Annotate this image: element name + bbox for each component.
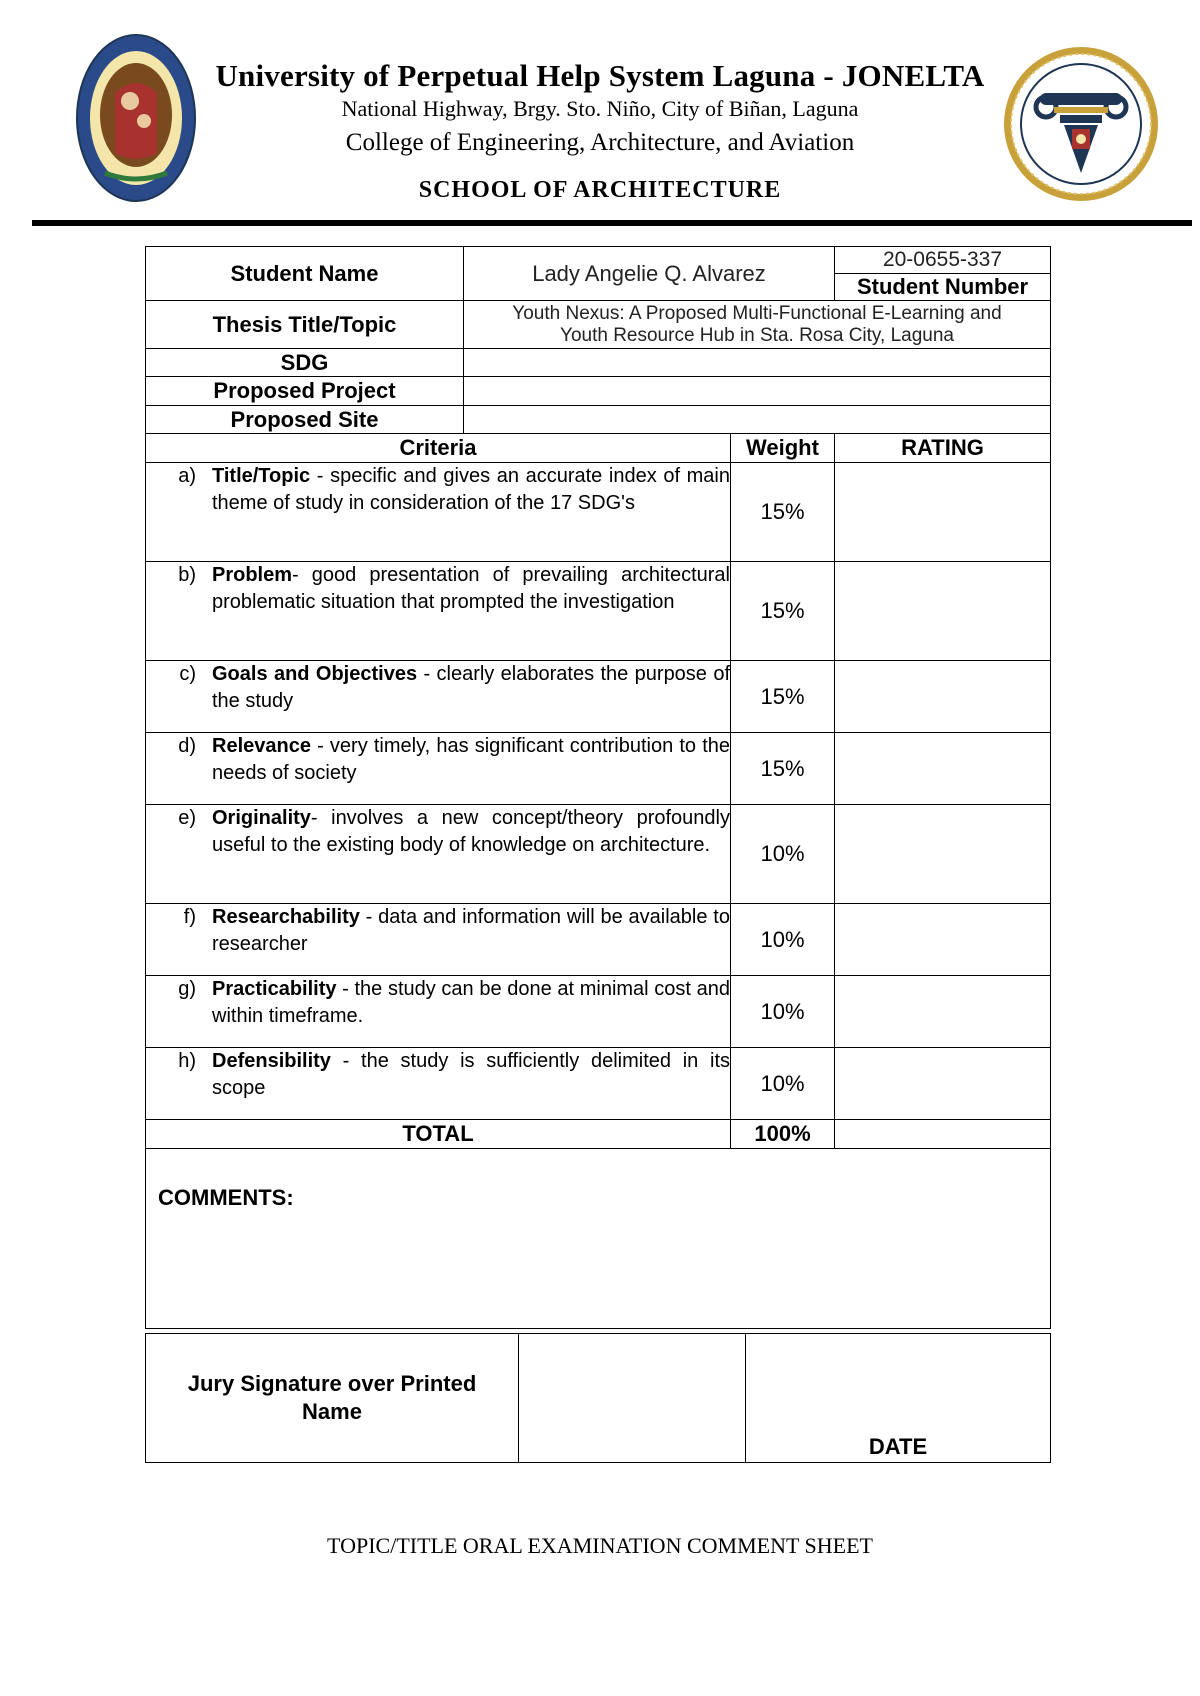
proposed-site-label: Proposed Site xyxy=(146,406,464,434)
thesis-title-line-2: Youth Resource Hub in Sta. Rosa City, Laguna xyxy=(560,324,954,346)
criterion-title: Defensibility xyxy=(212,1050,331,1072)
university-name: University of Perpetual Help System Laguna - JONELTA xyxy=(215,58,985,93)
thesis-title-line-1: Youth Nexus: A Proposed Multi-Functional E-Learning and xyxy=(512,302,1002,324)
proposed-site-field[interactable] xyxy=(464,406,1051,434)
criterion-desc: - the study can be done at minimal cost and within timeframe. xyxy=(212,978,730,1027)
criterion-title: Researchability xyxy=(212,906,360,928)
comments-label: COMMENTS: xyxy=(158,1185,294,1210)
criterion-rating-field[interactable] xyxy=(835,1048,1051,1120)
university-address: National Highway, Brgy. Sto. Niño, City of Biñan, Laguna xyxy=(341,96,859,121)
criterion-rating-field[interactable] xyxy=(835,463,1051,562)
comments-box[interactable] xyxy=(146,1149,1051,1329)
criterion-desc: - data and information will be available to researcher xyxy=(212,906,730,955)
criterion-weight: 10% xyxy=(731,904,835,976)
criterion-relevance xyxy=(146,733,731,805)
criterion-letter: h) xyxy=(178,1050,196,1072)
criterion-title: Relevance xyxy=(212,735,311,757)
header-divider xyxy=(32,220,1192,226)
criterion-desc: - the study is sufficiently delimited in its scope xyxy=(212,1050,730,1099)
criterion-title: Goals and Objectives xyxy=(212,663,418,685)
criterion-weight: 15% xyxy=(731,463,835,562)
criterion-rating-field[interactable] xyxy=(835,733,1051,805)
criterion-rating-field[interactable] xyxy=(835,562,1051,661)
criterion-problem xyxy=(146,562,731,661)
criterion-weight: 15% xyxy=(731,661,835,733)
jury-label-line-1: Jury Signature over Printed xyxy=(187,1371,477,1396)
criterion-title: Title/Topic xyxy=(212,465,311,487)
criterion-title-topic xyxy=(146,463,731,562)
total-weight: 100% xyxy=(731,1120,835,1149)
criterion-rating-field[interactable] xyxy=(835,976,1051,1048)
total-label: TOTAL xyxy=(146,1120,731,1149)
criterion-letter: d) xyxy=(178,735,196,757)
criterion-letter: a) xyxy=(178,465,196,487)
criterion-title: Practicability xyxy=(212,978,337,1000)
weight-header: Weight xyxy=(731,434,835,463)
criterion-title: Originality xyxy=(212,807,311,829)
student-number-label: Student Number xyxy=(835,274,1051,301)
architecture-column-emblem-icon xyxy=(1002,45,1160,203)
criterion-weight: 10% xyxy=(731,1048,835,1120)
school-name: SCHOOL OF ARCHITECTURE xyxy=(418,177,782,203)
thesis-title-field[interactable] xyxy=(464,301,1051,349)
criterion-goals-objectives xyxy=(146,661,731,733)
criterion-rating-field[interactable] xyxy=(835,661,1051,733)
criterion-letter: f) xyxy=(183,906,196,928)
criterion-weight: 15% xyxy=(731,562,835,661)
criterion-desc: - involves a new concept/theory profoundly useful to the existing body of knowledge on architecture. xyxy=(212,807,730,856)
criterion-desc: - very timely, has significant contribution to the needs of society xyxy=(212,735,730,784)
jury-signature-field[interactable] xyxy=(519,1334,746,1463)
total-rating-field[interactable] xyxy=(835,1120,1051,1149)
student-name-label: Student Name xyxy=(146,247,464,301)
jury-signature-label xyxy=(146,1334,519,1463)
student-number-field[interactable]: 20-0655-337 xyxy=(835,247,1051,274)
criterion-weight: 10% xyxy=(731,976,835,1048)
student-name-field[interactable]: Lady Angelie Q. Alvarez xyxy=(464,247,835,301)
criterion-letter: b) xyxy=(178,564,196,586)
criterion-researchability xyxy=(146,904,731,976)
criterion-letter: c) xyxy=(179,663,196,685)
criterion-letter: g) xyxy=(178,978,196,1000)
evaluation-form xyxy=(145,246,1051,1329)
date-label: DATE xyxy=(868,1434,928,1459)
criterion-title: Problem xyxy=(212,564,293,586)
criterion-practicability xyxy=(146,976,731,1048)
rating-header: RATING xyxy=(835,434,1051,463)
criterion-desc: - good presentation of prevailing architectural problematic situation that prompted the investigation xyxy=(212,564,730,613)
criterion-originality xyxy=(146,805,731,904)
signature-section xyxy=(145,1333,1051,1463)
sdg-label: SDG xyxy=(146,349,464,377)
date-field[interactable] xyxy=(746,1334,1051,1463)
criterion-letter: e) xyxy=(178,807,196,829)
thesis-title-label: Thesis Title/Topic xyxy=(146,301,464,349)
criterion-defensibility xyxy=(146,1048,731,1120)
criterion-desc: - specific and gives an accurate index of main theme of study in consideration of the 17 SDG's xyxy=(212,465,730,514)
criterion-rating-field[interactable] xyxy=(835,904,1051,976)
college-name: College of Engineering, Architecture, and Aviation xyxy=(345,129,855,156)
sheet-title-footer: TOPIC/TITLE ORAL EXAMINATION COMMENT SHEET xyxy=(327,1533,873,1558)
jury-label-line-2: Name xyxy=(302,1399,362,1424)
proposed-project-label: Proposed Project xyxy=(146,377,464,406)
criteria-header: Criteria xyxy=(146,434,731,463)
sdg-field[interactable] xyxy=(464,349,1051,377)
criterion-rating-field[interactable] xyxy=(835,805,1051,904)
criterion-desc: - clearly elaborates the purpose of the study xyxy=(212,663,730,712)
criterion-weight: 15% xyxy=(731,733,835,805)
criterion-weight: 10% xyxy=(731,805,835,904)
proposed-project-field[interactable] xyxy=(464,377,1051,406)
